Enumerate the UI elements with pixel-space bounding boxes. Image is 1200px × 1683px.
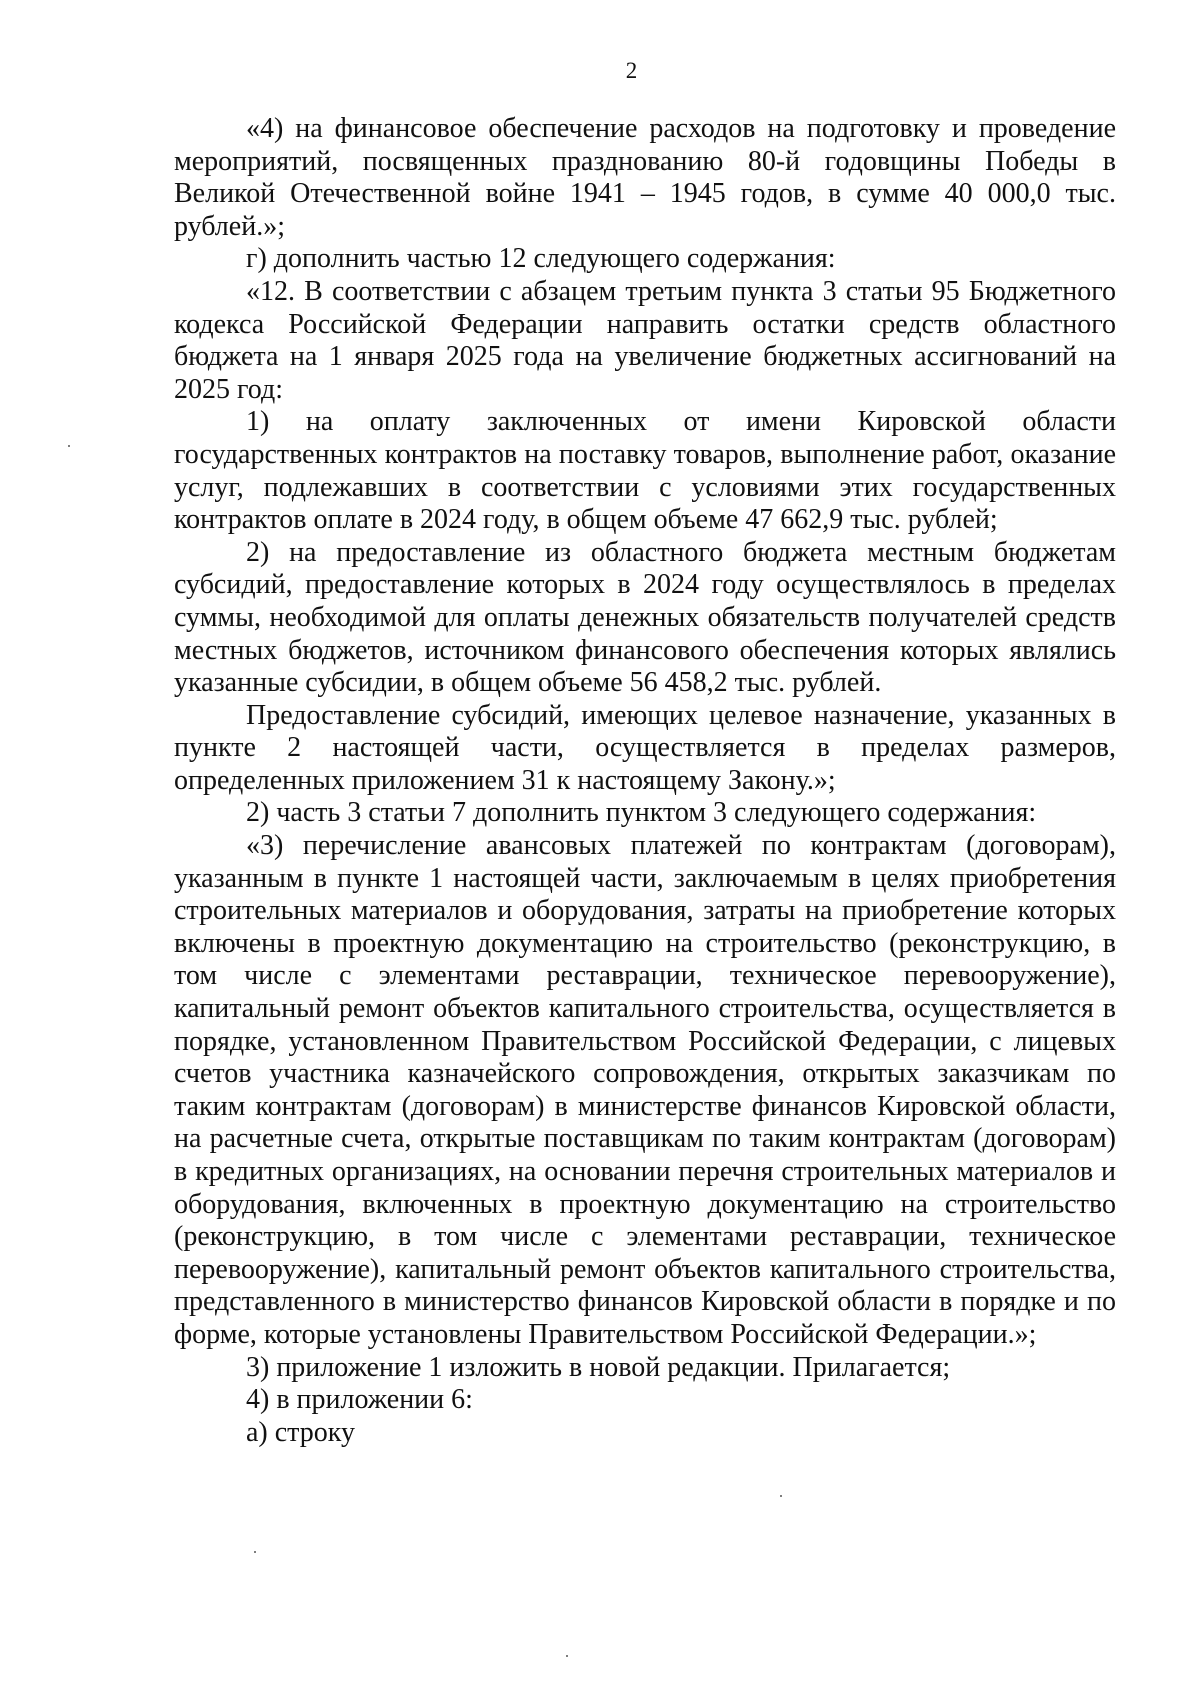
- page-number: 2: [625, 58, 638, 83]
- document-body: [174, 113, 1116, 1449]
- paragraph-item-1-contracts: 1) на оплату заключенных от имени Кировской области государственных контрактов на поставку товаров, выполнение работ, оказание услуг, подлежавших в соответствии с условиями этих государственных контрактов оплате в 2024 году, в общем объеме 47 662,9 тыс. рублей;: [174, 406, 1116, 536]
- scan-speck: [566, 1655, 568, 1657]
- paragraph-appendix-6: 4) в приложении 6:: [246, 1384, 473, 1416]
- paragraph-part-12: «12. В соответствии с абзацем третьим пункта 3 статьи 95 Бюджетного кодекса Российской Федерации направить остатки средств областного бюджета на 1 января 2025 года на увеличение бюджетных ассигнований на 2025 год:: [174, 275, 1116, 405]
- scan-speck: [68, 445, 70, 447]
- paragraph-article-7-amendment: 2) часть 3 статьи 7 дополнить пунктом 3 следующего содержания:: [246, 797, 1037, 829]
- paragraph-item-3-advance-payments: «3) перечисление авансовых платежей по контрактам (договорам), указанным в пункте 1 настоящей части, заключаемым в целях приобретения строительных материалов и оборудования, затраты на приобретение которых включены в проектную документацию на строительство (реконструкцию, в том числе с элементами реставрации, техническое перевооружение), капитальный ремонт объектов капитального строительства, осуществляется в порядке, установленном Правительством Российской Федерации, с лицевых счетов участника казначейского сопровождения, открытых заказчикам по таким контрактам (договорам) в министерстве финансов Кировской области, на расчетные счета, открытые поставщикам по таким контрактам (договорам) в кредитных организациях, на основании перечня строительных материалов и оборудования, включенных в проектную документацию на строительство (реконструкцию, в том числе с элементами реставрации, техническое перевооружение), капитальный ремонт объектов капитального строительства, представленного в министерство финансов Кировской области в порядке и по форме, которые установлены Правительством Российской Федерации.»;: [174, 830, 1116, 1350]
- scan-speck: [254, 1551, 256, 1553]
- paragraph-line: а) строку: [246, 1416, 355, 1448]
- scan-speck: [780, 1495, 782, 1497]
- paragraph-subsidies-provision: Предоставление субсидий, имеющих целевое назначение, указанных в пункте 2 настоящей части, осуществляется в пределах размеров, определенных приложением 31 к настоящему Закону.»;: [174, 699, 1116, 796]
- paragraph-amend-part-12: г) дополнить частью 12 следующего содержания:: [246, 243, 836, 275]
- paragraph-appendix-1: 3) приложение 1 изложить в новой редакции. Прилагается;: [246, 1351, 951, 1383]
- paragraph-item-4-funding: «4) на финансовое обеспечение расходов на подготовку и проведение мероприятий, посвященных празднованию 80-й годовщины Победы в Великой Отечественной войне 1941 – 1945 годов, в сумме 40 000,0 тыс. рублей.»;: [174, 113, 1116, 242]
- paragraph-item-2-subsidies: 2) на предоставление из областного бюджета местным бюджетам субсидий, предоставление которых в 2024 году осуществлялось в пределах суммы, необходимой для оплаты денежных обязательств получателей средств местных бюджетов, источником финансового обеспечения которых являлись указанные субсидии, в общем объеме 56 458,2 тыс. рублей.: [174, 536, 1116, 699]
